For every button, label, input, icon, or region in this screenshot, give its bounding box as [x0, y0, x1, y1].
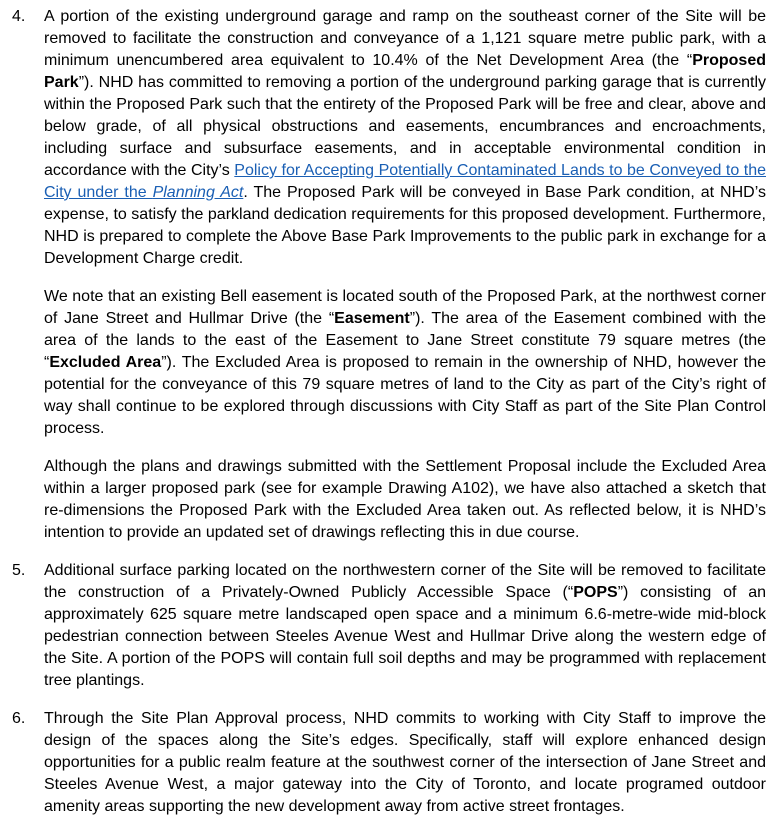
defined-term-easement: Easement	[334, 310, 410, 327]
paragraph-plans-drawings: Although the plans and drawings submitted with the Settlement Proposal include the Excluded Area within a larger proposed park (see for example Drawing A102), we have also attached a sketch that re-dimensions the Proposed Park with the Excluded Area taken out. As reflected below, it is NHD’s intention to provide an updated set of drawings reflecting this in due course.	[44, 458, 766, 541]
list-number: 6.	[12, 710, 26, 727]
list-item-6	[0, 708, 784, 818]
paragraph-pops: Additional surface parking located on the northwestern corner of the Site will be removed to facilitate the construction of a Privately-Owned Publicly Accessible Space (“POPS”) consisting of an approximately 625 square metre landscaped open space and a minimum 6.6-metre-wide mid-block pedestrian connection between Steeles Avenue West and Hullmar Drive along the western edge of the Site. A portion of the POPS will contain full soil depths and may be programmed with replacement tree plantings.	[44, 562, 767, 689]
list-item-5	[0, 560, 784, 692]
list-number: 5.	[12, 562, 26, 579]
policy-link[interactable]: Policy for Accepting Potentially Contaminated Lands to be Conveyed to the City under the Planning Act	[44, 162, 766, 201]
paragraph-site-plan-approval: Through the Site Plan Approval process, NHD commits to working with City Staff to improve the design of the spaces along the Site’s edges. Specifically, staff will explore enhanced design opportunities for a public realm feature at the southwest corner of the intersection of Jane Street and Steeles Avenue West, a major gateway into the City of Toronto, and locate programed outdoor amenity areas supporting the new development away from active street frontages.	[44, 710, 766, 815]
list-item-4	[0, 6, 784, 270]
list-number: 4.	[12, 8, 26, 25]
document-body	[0, 6, 784, 818]
defined-term-proposed-park: Proposed Park	[44, 52, 766, 91]
defined-term-pops: POPS	[573, 584, 618, 601]
defined-term-excluded-area: Excluded Area	[49, 354, 162, 371]
paragraph-proposed-park: A portion of the existing underground garage and ramp on the southeast corner of the Site will be removed to facilitate the construction and conveyance of a 1,121 square metre public park, with a minimum unencumbered area equivalent to 10.4% of the Net Development Area (the “Proposed Park”). NHD has committed to removing a portion of the underground parking garage that is currently within the Proposed Park such that the entirety of the Proposed Park will be free and clear, above and below grade, of all physical obstructions and easements, encumbrances and encroachments, including surface and subsurface easements, and in acceptable environmental condition in accordance with the City’s Policy for Accepting Potentially Contaminated Lands to be Conveyed to the City under the Planning Act. The Proposed Park will be conveyed in Base Park condition, at NHD’s expense, to satisfy the parkland dedication requirements for this proposed development. Furthermore, NHD is prepared to complete the Above Base Park Improvements to the public park in exchange for a Development Charge credit.	[44, 8, 766, 267]
paragraph-easement: We note that an existing Bell easement is located south of the Proposed Park, at the northwest corner of Jane Street and Hullmar Drive (the “Easement”). The area of the Easement combined with the area of the lands to the east of the Easement to Jane Street constitute 79 square metres (the “Excluded Area”). The Excluded Area is proposed to remain in the ownership of NHD, however the potential for the conveyance of this 79 square metres of land to the City as part of the City’s right of way shall continue to be explored through discussions with City Staff as part of the Site Plan Control process.	[44, 288, 767, 437]
